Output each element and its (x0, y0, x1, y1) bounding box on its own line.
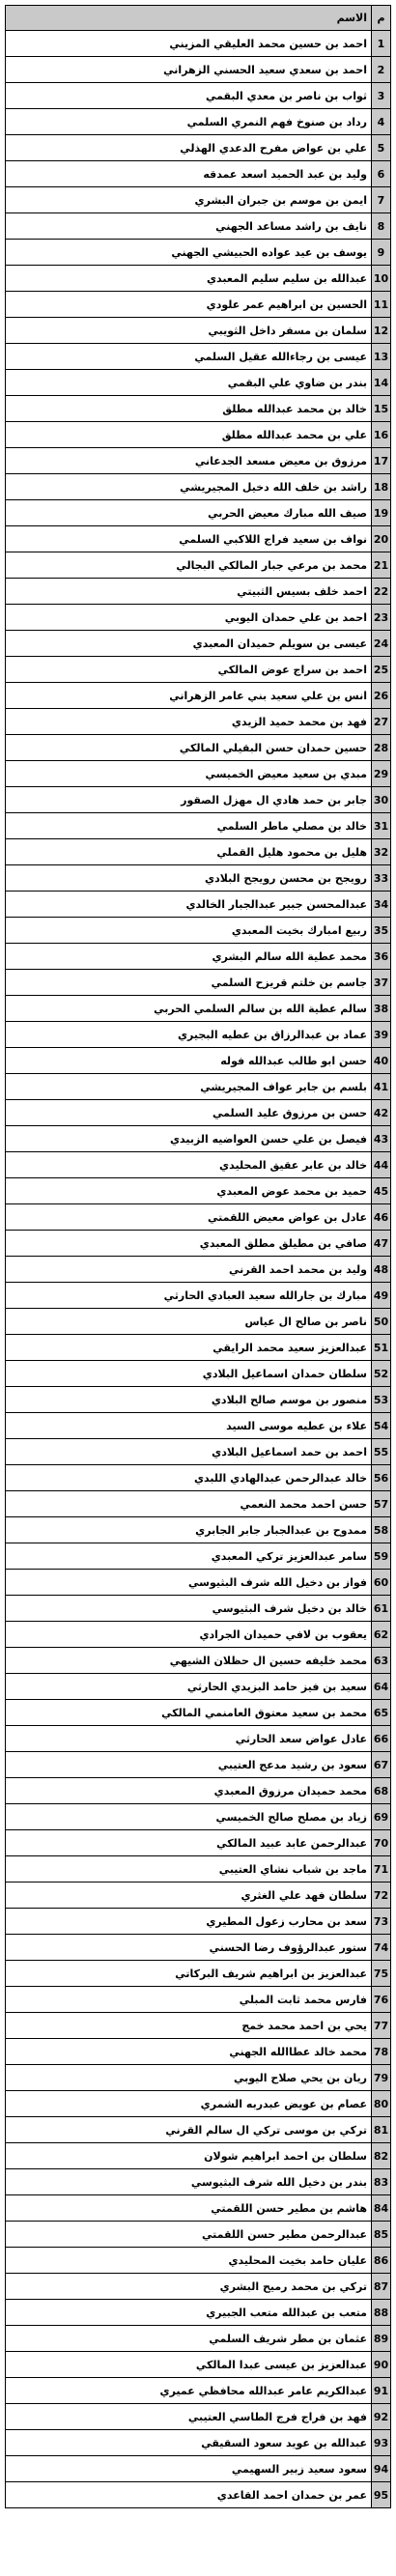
row-name: احمد بن حمد اسماعيل البلادي (6, 1439, 372, 1465)
row-name: نايف بن راشد مساعد الجهني (6, 213, 372, 240)
row-number: 49 (372, 1283, 391, 1309)
row-number: 72 (372, 1882, 391, 1909)
table-row (6, 2248, 391, 2274)
header-row (6, 6, 391, 31)
row-number: 51 (372, 1335, 391, 1361)
table-row (6, 266, 391, 292)
row-name: محمد خليفه حسين ال حظلان الشيهي (6, 1648, 372, 1674)
table-row (6, 1100, 391, 1126)
row-number: 69 (372, 1804, 391, 1830)
row-name: هليل بن محمود هليل القملي (6, 839, 372, 865)
row-number: 82 (372, 2143, 391, 2169)
row-name: محمد خالد عطاالله الجهني (6, 2039, 372, 2065)
row-number: 57 (372, 1491, 391, 1517)
row-name: تركي بن محمد رميح البشري (6, 2274, 372, 2300)
row-number: 52 (372, 1361, 391, 1387)
row-name: عصام بن عويض عبدربه الشمري (6, 2091, 372, 2117)
row-number: 64 (372, 1674, 391, 1700)
row-number: 84 (372, 2195, 391, 2222)
row-number: 34 (372, 892, 391, 918)
row-name: صافي بن مطيلق مطلق المعبدي (6, 1231, 372, 1257)
table-row (6, 1491, 391, 1517)
table-row (6, 605, 391, 631)
row-number: 46 (372, 1204, 391, 1231)
row-number: 87 (372, 2274, 391, 2300)
row-name: سالم عطية الله بن سالم السلمي الحربي (6, 996, 372, 1022)
row-number: 31 (372, 813, 391, 839)
table-row (6, 2352, 391, 2378)
table-row (6, 1387, 391, 1413)
table-row (6, 2091, 391, 2117)
row-number: 68 (372, 1778, 391, 1804)
table-row (6, 683, 391, 709)
row-number: 59 (372, 1543, 391, 1570)
row-name: الحسين بن ابراهيم عمر علودي (6, 292, 372, 318)
table-row (6, 996, 391, 1022)
row-name: ستور عبدالرؤوف رضا الحسني (6, 1935, 372, 1961)
table-row (6, 1804, 391, 1830)
row-number: 10 (372, 266, 391, 292)
table-row (6, 240, 391, 266)
row-name: سعود سعيد زبير السهيمي (6, 2456, 372, 2482)
table-row (6, 2013, 391, 2039)
table-row (6, 631, 391, 657)
row-name: ايمن بن موسم بن جبران البشري (6, 187, 372, 213)
row-number: 29 (372, 761, 391, 787)
table-row (6, 1752, 391, 1778)
row-name: عادل بن عواض معيض اللقمتي (6, 1204, 372, 1231)
table-row (6, 1465, 391, 1491)
row-number: 11 (372, 292, 391, 318)
row-name: عبدالله بن سليم سليم المعبدي (6, 266, 372, 292)
row-name: عادل عواض سعد الحارثي (6, 1726, 372, 1752)
row-number: 14 (372, 370, 391, 396)
table-row (6, 1204, 391, 1231)
row-number: 12 (372, 318, 391, 344)
row-name: جاسم بن خلتم قريزح السلمي (6, 970, 372, 996)
table-row (6, 1830, 391, 1856)
table-row (6, 2430, 391, 2456)
row-name: فواز بن دخيل الله شرف البثيوسي (6, 1570, 372, 1596)
row-number: 37 (372, 970, 391, 996)
table-row (6, 1048, 391, 1074)
table-row (6, 1257, 391, 1283)
row-number: 43 (372, 1126, 391, 1152)
row-name: سامر عبدالعزيز تركي المعبدي (6, 1543, 372, 1570)
table-row (6, 1882, 391, 1909)
row-name: جابر بن حمد هادي ال مهزل الصقور (6, 787, 372, 813)
row-name: عيسى بن رجاءالله عقيل السلمي (6, 344, 372, 370)
row-number: 5 (372, 135, 391, 161)
table-row (6, 839, 391, 865)
table-row (6, 1126, 391, 1152)
table-row (6, 83, 391, 109)
table-row (6, 2065, 391, 2091)
row-name: وليد بن محمد احمد القرني (6, 1257, 372, 1283)
table-row (6, 2482, 391, 2508)
row-name: فهد بن محمد حميد الزيدي (6, 709, 372, 735)
row-name: بندر بن دخيل الله شرف البثيوسي (6, 2169, 372, 2195)
names-sheet (5, 5, 391, 2508)
table-row (6, 1674, 391, 1700)
row-number: 32 (372, 839, 391, 865)
row-name: مبارك بن جارالله سعيد العبادي الحارثي (6, 1283, 372, 1309)
row-number: 15 (372, 396, 391, 422)
row-name: ممدوح بن عبدالجبار جابر الجابري (6, 1517, 372, 1543)
table-row (6, 500, 391, 526)
row-name: تركي بن موسى تركي ال سالم القرني (6, 2117, 372, 2143)
table-row (6, 813, 391, 839)
table-row (6, 761, 391, 787)
row-number: 33 (372, 865, 391, 892)
row-number: 80 (372, 2091, 391, 2117)
table-row (6, 213, 391, 240)
table-row (6, 2143, 391, 2169)
table-row (6, 1517, 391, 1543)
table-row (6, 787, 391, 813)
row-number: 27 (372, 709, 391, 735)
row-name: عمر بن حمدان احمد القاعدي (6, 2482, 372, 2508)
table-row (6, 865, 391, 892)
table-row (6, 2222, 391, 2248)
row-number: 25 (372, 657, 391, 683)
table-row (6, 396, 391, 422)
row-name: علاء بن عطيه موسى السيد (6, 1413, 372, 1439)
row-number: 94 (372, 2456, 391, 2482)
table-row (6, 31, 391, 57)
row-name: عثمان بن مطر شريف السلمي (6, 2326, 372, 2352)
row-number: 45 (372, 1178, 391, 1204)
table-row (6, 57, 391, 83)
table-row (6, 1283, 391, 1309)
row-number: 54 (372, 1413, 391, 1439)
row-number: 78 (372, 2039, 391, 2065)
table-row (6, 579, 391, 605)
table-row (6, 1648, 391, 1674)
row-number: 61 (372, 1596, 391, 1622)
table-row (6, 709, 391, 735)
row-number: 1 (372, 31, 391, 57)
table-row (6, 1361, 391, 1387)
row-name: خالد بن مصلي ماطر السلمي (6, 813, 372, 839)
table-row (6, 1856, 391, 1882)
table-row (6, 135, 391, 161)
row-number: 36 (372, 944, 391, 970)
row-number: 9 (372, 240, 391, 266)
row-name: بندر بن ضاوي علي البقمي (6, 370, 372, 396)
table-row (6, 1543, 391, 1570)
row-number: 89 (372, 2326, 391, 2352)
row-name: صيف الله مبارك معيض الحربي (6, 500, 372, 526)
table-body (6, 31, 391, 2508)
row-number: 42 (372, 1100, 391, 1126)
table-row (6, 918, 391, 944)
table-row (6, 552, 391, 579)
row-number: 65 (372, 1700, 391, 1726)
row-name: راشد بن خلف الله دخيل المجيريشي (6, 474, 372, 500)
table-row (6, 2195, 391, 2222)
table-row (6, 2300, 391, 2326)
row-number: 73 (372, 1909, 391, 1935)
row-number: 7 (372, 187, 391, 213)
table-row (6, 2404, 391, 2430)
row-name: سلطان فهد علي الغثري (6, 1882, 372, 1909)
row-name: خالد بن محمد عبدالله مطلق (6, 396, 372, 422)
table-row (6, 2274, 391, 2300)
row-number: 18 (372, 474, 391, 500)
table-row (6, 292, 391, 318)
table-row (6, 1309, 391, 1335)
row-number: 3 (372, 83, 391, 109)
row-number: 19 (372, 500, 391, 526)
table-row (6, 448, 391, 474)
table-row (6, 474, 391, 500)
row-name: فهد بن فراج فرج الطاسي العتيبي (6, 2404, 372, 2430)
row-name: عبدالعزيز بن عيسى عبدا المالكي (6, 2352, 372, 2378)
table-row (6, 344, 391, 370)
row-number: 55 (372, 1439, 391, 1465)
row-number: 74 (372, 1935, 391, 1961)
column-header-name: الاسم (6, 6, 372, 31)
row-number: 81 (372, 2117, 391, 2143)
row-name: سعد بن محارب زعول المطيري (6, 1909, 372, 1935)
table-row (6, 161, 391, 187)
table-row (6, 1439, 391, 1465)
table-row (6, 318, 391, 344)
row-number: 48 (372, 1257, 391, 1283)
row-name: فيصل بن علي حسن العواضيه الزبيدي (6, 1126, 372, 1152)
column-header-number: م (372, 6, 391, 31)
row-number: 70 (372, 1830, 391, 1856)
row-number: 56 (372, 1465, 391, 1491)
row-number: 83 (372, 2169, 391, 2195)
table-row (6, 1570, 391, 1596)
row-name: عماد بن عبدالرزاق بن عطيه البجيري (6, 1022, 372, 1048)
table-row (6, 1778, 391, 1804)
row-number: 24 (372, 631, 391, 657)
row-name: يوسف بن عيد عواده الحبيشي الجهني (6, 240, 372, 266)
table-row (6, 1596, 391, 1622)
table-row (6, 1726, 391, 1752)
row-number: 66 (372, 1726, 391, 1752)
row-number: 6 (372, 161, 391, 187)
row-name: عبدالله بن عويد سعود السقيقي (6, 2430, 372, 2456)
table-row (6, 1700, 391, 1726)
row-number: 44 (372, 1152, 391, 1178)
table-row (6, 1413, 391, 1439)
row-name: حميد بن محمد عوض المعبدي (6, 1178, 372, 1204)
row-name: عيسى بن سويلم حميدان المعبدي (6, 631, 372, 657)
row-name: علي بن محمد عبدالله مطلق (6, 422, 372, 448)
row-name: متعب بن عبدالله متعب الجبيري (6, 2300, 372, 2326)
row-number: 88 (372, 2300, 391, 2326)
table-row (6, 970, 391, 996)
table-row (6, 526, 391, 552)
row-name: حسن بن مرزوق عليد السلمي (6, 1100, 372, 1126)
row-name: فارس محمد ثابت المبلي (6, 1987, 372, 2013)
row-name: عبدالرحمن مطير حسن اللقمتي (6, 2222, 372, 2248)
row-number: 28 (372, 735, 391, 761)
row-name: وليد بن عبد الحميد اسعد عمدقه (6, 161, 372, 187)
row-name: حسن احمد محمد النعمي (6, 1491, 372, 1517)
row-number: 4 (372, 109, 391, 135)
row-name: هاشم بن مطير حسن اللقمتي (6, 2195, 372, 2222)
row-number: 8 (372, 213, 391, 240)
row-name: احمد بن حسين محمد العليقي المزيني (6, 31, 372, 57)
row-number: 38 (372, 996, 391, 1022)
table-row (6, 2326, 391, 2352)
table-row (6, 1074, 391, 1100)
row-name: عبدالرحمن عابد عبيد المالكي (6, 1830, 372, 1856)
row-number: 63 (372, 1648, 391, 1674)
row-name: خالد بن دخيل شرف البثيوسي (6, 1596, 372, 1622)
row-name: سلمان بن مسفر داخل الثويبي (6, 318, 372, 344)
row-number: 92 (372, 2404, 391, 2430)
table-row (6, 944, 391, 970)
row-name: احمد بن سراج عوض المالكي (6, 657, 372, 683)
row-name: مبدي بن سعيد معيض الخميسي (6, 761, 372, 787)
row-number: 21 (372, 552, 391, 579)
row-name: عبدالمحسن جبير عبدالجبار الخالدي (6, 892, 372, 918)
row-name: يعقوب بن لافي حميدان الجرادي (6, 1622, 372, 1648)
row-name: رداد بن صنوخ فهم النمري السلمي (6, 109, 372, 135)
table-row (6, 1335, 391, 1361)
row-number: 93 (372, 2430, 391, 2456)
row-number: 90 (372, 2352, 391, 2378)
row-name: مرزوق بن معيض مسعد الجدعاني (6, 448, 372, 474)
table-row (6, 1622, 391, 1648)
row-name: حسين حمدان حسن البقيلي المالكي (6, 735, 372, 761)
row-number: 30 (372, 787, 391, 813)
row-name: سلطان حمدان اسماعيل البلادي (6, 1361, 372, 1387)
row-number: 22 (372, 579, 391, 605)
row-name: احمد بن علي حمدان اليوبي (6, 605, 372, 631)
table-row (6, 735, 391, 761)
row-number: 50 (372, 1309, 391, 1335)
table-row (6, 2039, 391, 2065)
row-name: محمد بن مرعي جبار المالكي البجالي (6, 552, 372, 579)
row-name: علي بن عواض مفرح الدعدي الهذلي (6, 135, 372, 161)
table-row (6, 892, 391, 918)
table-row (6, 1178, 391, 1204)
table-row (6, 370, 391, 396)
row-number: 95 (372, 2482, 391, 2508)
table-row (6, 1231, 391, 1257)
row-number: 35 (372, 918, 391, 944)
row-name: خالد عبدالرحمن عبدالهادي اللبدي (6, 1465, 372, 1491)
row-name: منصور بن موسم صالح البلادي (6, 1387, 372, 1413)
row-name: عبدالعزيز بن ابراهيم شريف البركاتي (6, 1961, 372, 1987)
row-name: عبدالكريم عامر عبدالله محافظي عميري (6, 2378, 372, 2404)
table-row (6, 187, 391, 213)
row-name: عبدالعزيز سعيد محمد الرايقي (6, 1335, 372, 1361)
row-name: عليان حامد بخيت المحليدي (6, 2248, 372, 2274)
row-number: 41 (372, 1074, 391, 1100)
row-name: محمد حميدان مرزوق المعبدي (6, 1778, 372, 1804)
table-row (6, 1987, 391, 2013)
table-row (6, 657, 391, 683)
row-number: 76 (372, 1987, 391, 2013)
row-number: 71 (372, 1856, 391, 1882)
row-number: 17 (372, 448, 391, 474)
row-name: سلطان بن احمد ابراهيم شولان (6, 2143, 372, 2169)
row-name: انس بن علي سعيد بني عامر الزهراني (6, 683, 372, 709)
row-name: محمد عطية الله سالم البشري (6, 944, 372, 970)
row-number: 20 (372, 526, 391, 552)
row-name: ماجد بن شباب نشاي العتيبي (6, 1856, 372, 1882)
row-number: 75 (372, 1961, 391, 1987)
row-name: سعيد بن فيز حامد البزيدي الحارثي (6, 1674, 372, 1700)
table-row (6, 109, 391, 135)
row-number: 23 (372, 605, 391, 631)
table-row (6, 1961, 391, 1987)
row-number: 16 (372, 422, 391, 448)
row-number: 91 (372, 2378, 391, 2404)
row-number: 85 (372, 2222, 391, 2248)
row-number: 62 (372, 1622, 391, 1648)
row-name: محمد بن سعيد معتوق العامنمي المالكي (6, 1700, 372, 1726)
row-name: حسن ابو طالب عبدالله فوله (6, 1048, 372, 1074)
row-number: 47 (372, 1231, 391, 1257)
table-row (6, 422, 391, 448)
row-number: 77 (372, 2013, 391, 2039)
row-name: بلسم بن جابر عواف المجيريشي (6, 1074, 372, 1100)
row-name: ريان بن يحي صلاح اليوبي (6, 2065, 372, 2091)
row-number: 2 (372, 57, 391, 83)
row-name: احمد خلف بسيس الثبيتي (6, 579, 372, 605)
table-row (6, 2456, 391, 2482)
row-number: 39 (372, 1022, 391, 1048)
row-number: 40 (372, 1048, 391, 1074)
row-number: 13 (372, 344, 391, 370)
table-row (6, 1022, 391, 1048)
row-number: 58 (372, 1517, 391, 1543)
row-name: سعود بن رشيد مدعج العتيبي (6, 1752, 372, 1778)
row-number: 60 (372, 1570, 391, 1596)
row-name: زياد بن مصلح صالح الخميسي (6, 1804, 372, 1830)
table-row (6, 2117, 391, 2143)
row-number: 67 (372, 1752, 391, 1778)
row-number: 26 (372, 683, 391, 709)
row-number: 79 (372, 2065, 391, 2091)
row-name: خالد بن عابر عقيق المحليدي (6, 1152, 372, 1178)
row-number: 86 (372, 2248, 391, 2274)
row-name: يحي بن احمد محمد خمج (6, 2013, 372, 2039)
table-row (6, 1935, 391, 1961)
table-row (6, 2169, 391, 2195)
row-name: ربيع امبارك بخيت المعبدي (6, 918, 372, 944)
row-name: نواف بن سعيد فراج اللاكبي السلمي (6, 526, 372, 552)
row-name: ناصر بن صالح ال عياس (6, 1309, 372, 1335)
row-name: رويجح بن محسن رويجح البلادي (6, 865, 372, 892)
names-table (5, 5, 391, 2508)
row-name: احمد بن سعدي سعيد الحسني الزهراني (6, 57, 372, 83)
row-number: 53 (372, 1387, 391, 1413)
row-name: ثواب بن ناصر بن معدي البقمي (6, 83, 372, 109)
table-row (6, 1909, 391, 1935)
table-row (6, 2378, 391, 2404)
table-row (6, 1152, 391, 1178)
